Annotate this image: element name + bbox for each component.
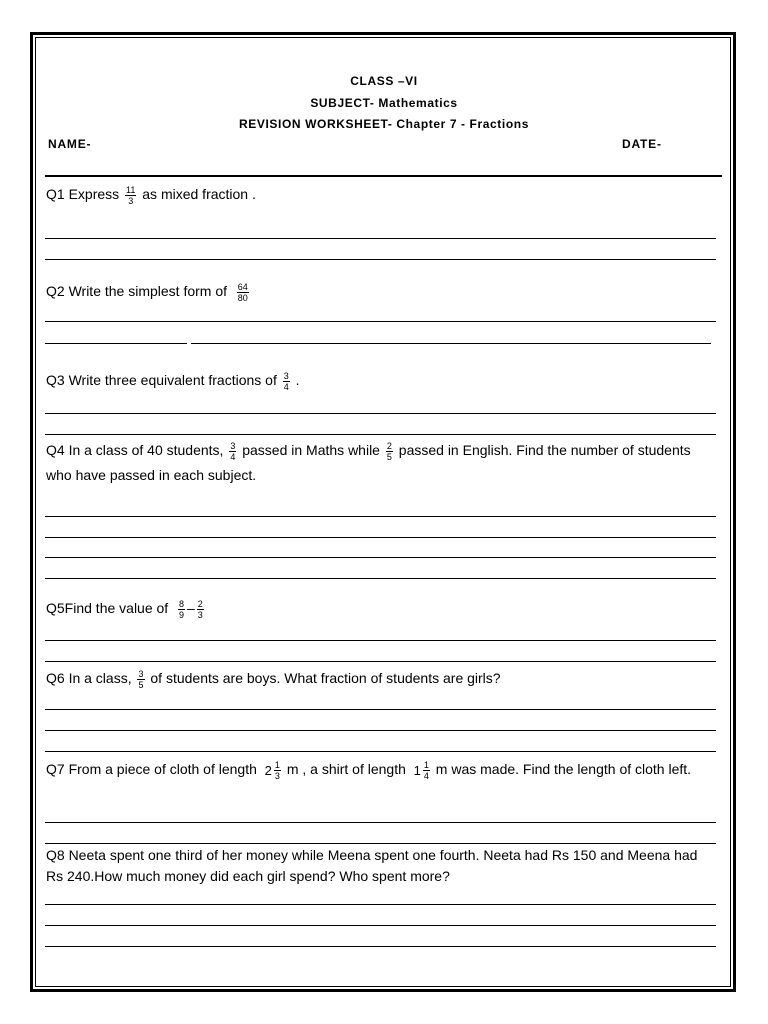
answer-line xyxy=(45,925,716,926)
fraction: $\frac{64}{80}$ xyxy=(237,281,248,303)
answer-line xyxy=(45,557,716,558)
mixed-number: 1 $\frac{1}{4}$ xyxy=(413,759,429,781)
fraction: $\frac{3}{4}$ xyxy=(283,370,289,392)
name-label: NAME- xyxy=(48,137,92,151)
fraction: $\frac{2}{3}$ xyxy=(197,598,203,620)
fraction: $\frac{2}{5}$ xyxy=(386,440,392,462)
answer-line xyxy=(45,238,716,239)
question-4: Q4 In a class of 40 students, $\frac{3}{4}$ passed in Maths while $\frac{2}{5}$ passed in English. Find the number of students who have passed in each subject. xyxy=(46,440,691,483)
question-6: Q6 In a class, $\frac{3}{5}$ of students are boys. What fraction of students are girls? xyxy=(46,668,501,690)
question-8: Q8 Neeta spent one third of her money while Meena spent one fourth. Neeta had Rs 150 and Meena had Rs 240.How much money did each girl spend? Who spent more? xyxy=(46,847,698,884)
answer-line xyxy=(45,537,716,538)
answer-line xyxy=(45,843,716,844)
answer-line xyxy=(45,259,716,260)
date-label: DATE- xyxy=(622,137,662,151)
answer-line xyxy=(45,709,716,710)
answer-line xyxy=(191,343,711,344)
worksheet-heading: REVISION WORKSHEET- Chapter 7 - Fractions xyxy=(239,117,529,131)
question-1: Q1 Express $\frac{11}{3}$ as mixed fraction . xyxy=(46,184,256,206)
fraction: $\frac{3}{5}$ xyxy=(138,668,144,690)
header-divider xyxy=(45,175,722,177)
answer-line xyxy=(45,661,716,662)
answer-line xyxy=(45,578,716,579)
fraction: $\frac{11}{3}$ xyxy=(126,184,136,206)
answer-line xyxy=(45,822,716,823)
question-2: Q2 Write the simplest form of $\frac{64}{80}$ xyxy=(46,281,248,303)
question-5: Q5Find the value of $\frac{8}{9}$ – $\frac{2}{3}$ xyxy=(46,598,203,620)
answer-line xyxy=(45,946,716,947)
answer-line xyxy=(45,413,716,414)
answer-line xyxy=(45,321,716,322)
fraction: $\frac{8}{9}$ xyxy=(178,598,184,620)
answer-line xyxy=(45,434,716,435)
mixed-number: 2 $\frac{1}{3}$ xyxy=(264,759,280,781)
answer-line xyxy=(45,343,187,344)
fraction: $\frac{3}{4}$ xyxy=(230,440,236,462)
answer-line xyxy=(45,640,716,641)
class-heading: CLASS –VI xyxy=(350,74,418,88)
answer-line xyxy=(45,904,716,905)
answer-line xyxy=(45,730,716,731)
answer-line xyxy=(45,751,716,752)
question-7: Q7 From a piece of cloth of length 2 $\frac{1}{3}$ m , a shirt of length 1 $\frac{1}{4}$ m was made. Find the length of cloth left. xyxy=(46,759,692,781)
answer-line xyxy=(45,516,716,517)
subject-heading: SUBJECT- Mathematics xyxy=(310,96,458,110)
question-3: Q3 Write three equivalent fractions of $\frac{3}{4}$ . xyxy=(46,370,300,392)
